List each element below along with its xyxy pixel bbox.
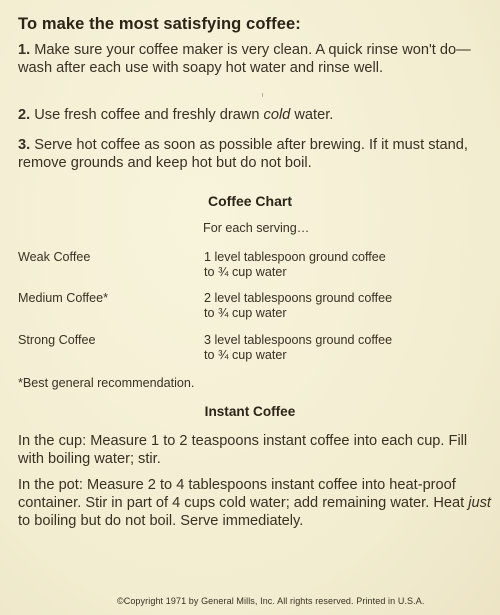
decorative-mark [262, 93, 263, 97]
instant-cup-paragraph: In the cup: Measure 1 to 2 teaspoons instant coffee into each cup. Fill with boiling water; stir. [18, 433, 468, 467]
tip-number: 1. [18, 42, 31, 58]
tip-3 [18, 136, 492, 172]
tip-1 [18, 41, 492, 77]
tip-emphasis: cold [263, 107, 291, 123]
page-heading: To make the most satisfying coffee: [18, 15, 301, 33]
tip-2 [18, 106, 492, 124]
instant-pot-text: In the pot: Measure 2 to 4 tablespoons instant coffee into heat-proof container. Stir in part of 4 cups cold water; add remaining water. Heat [18, 477, 469, 511]
chart-row-value-line: 2 level tablespoons ground coffee [204, 291, 393, 305]
chart-row-label: Weak Coffee [18, 250, 91, 264]
tip-number: 2. [18, 107, 31, 123]
instant-pot-text-end: to boiling but do not boil. Serve immediately. [18, 513, 304, 529]
instant-pot-emphasis: just [468, 495, 491, 511]
chart-row-value-line: to ¾ cup water [204, 306, 287, 320]
chart-footnote: *Best general recommendation. [18, 376, 195, 390]
chart-row-value-line: 3 level tablespoons ground coffee [204, 333, 393, 347]
coffee-chart-title: Coffee Chart [207, 193, 292, 209]
coffee-chart-subtitle: For each serving… [203, 221, 310, 235]
chart-row-value-line: to ¾ cup water [204, 348, 287, 362]
tip-number: 3. [18, 137, 31, 153]
instant-pot-paragraph [18, 476, 492, 530]
tip-text-end: water. [290, 107, 334, 123]
chart-row-value-line: 1 level tablespoon ground coffee [204, 250, 386, 264]
chart-row-value [204, 291, 392, 321]
instant-coffee-title: Instant Coffee [204, 404, 296, 419]
chart-row-value [204, 333, 392, 363]
chart-row-value [204, 250, 386, 280]
chart-row-label: Strong Coffee [18, 333, 96, 347]
tip-text: Serve hot coffee as soon as possible after brewing. If it must stand, remove grounds and keep hot but do not boil. [18, 137, 468, 171]
tip-text: Use fresh coffee and freshly drawn [30, 107, 264, 123]
tip-text: Make sure your coffee maker is very clean. A quick rinse won't do—wash after each use with soapy hot water and rinse well. [18, 42, 471, 76]
chart-row-value-line: to ¾ cup water [204, 265, 287, 279]
copyright-notice: ©Copyright 1971 by General Mills, Inc. All rights reserved. Printed in U.S.A. [117, 596, 425, 606]
chart-row-label: Medium Coffee* [18, 291, 109, 305]
